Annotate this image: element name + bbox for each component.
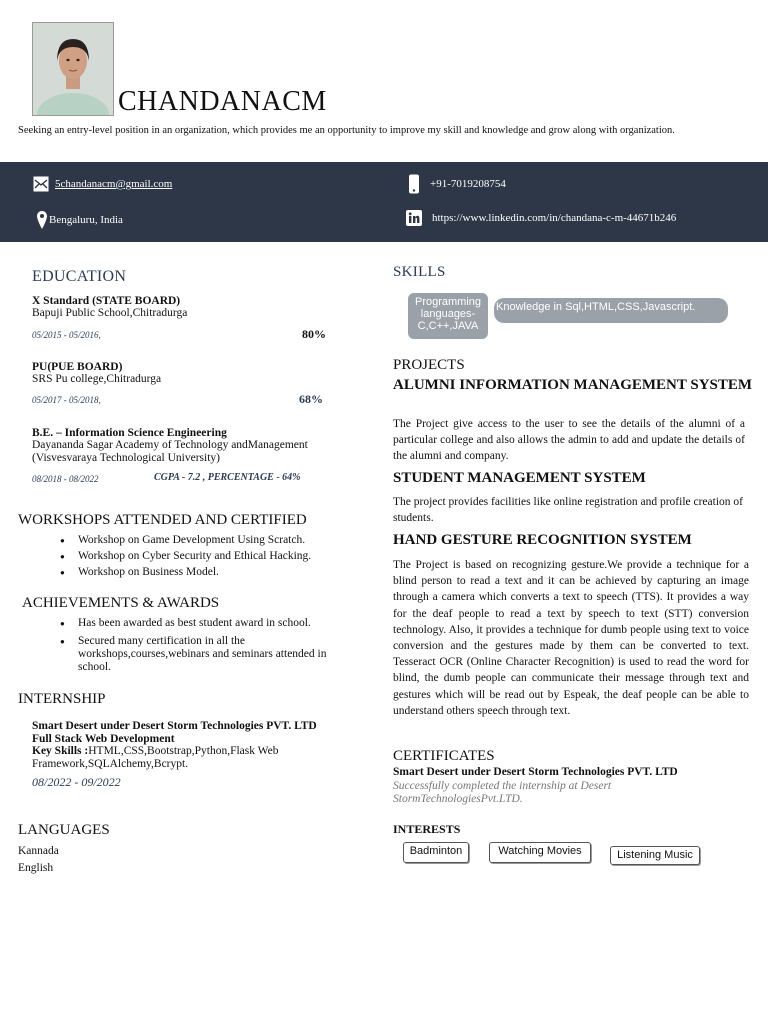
project-title: STUDENT MANAGEMENT SYSTEM (393, 470, 646, 486)
skills-heading: SKILLS (393, 264, 446, 280)
internship-block (32, 720, 332, 790)
workshops-list (50, 534, 360, 582)
candidate-name: CHANDANACM (118, 86, 327, 117)
email-link[interactable]: 5chandanacm@gmail.com (55, 178, 173, 190)
certificate-company: Smart Desert under Desert Storm Technologies PVT. LTD (393, 766, 678, 778)
internship-dates: 08/2022 - 09/2022 (32, 775, 121, 789)
location-row (37, 211, 123, 229)
education-university: (Visvesvaraya Technological University) (32, 452, 220, 464)
skill-badge: Programming languages- C,C++,JAVA (408, 293, 488, 339)
linkedin-row (406, 210, 676, 226)
internship-heading: INTERNSHIP (18, 691, 106, 707)
education-degree: PU(PUE BOARD) (32, 361, 123, 373)
internship-role: Full Stack Web Development (32, 733, 175, 745)
certificates-heading: CERTIFICATES (393, 748, 495, 764)
phone-number: +91-7019208754 (430, 178, 506, 190)
mobile-phone-icon (408, 174, 420, 194)
education-dates: 05/2017 - 05/2018, (32, 395, 101, 405)
achievements-heading: ACHIEVEMENTS & AWARDS (22, 595, 220, 611)
interests-heading: INTERESTS (393, 822, 461, 836)
education-school: Dayananda Sagar Academy of Technology andManagement (32, 439, 308, 451)
interest-badge: Listening Music (610, 846, 700, 865)
education-item (32, 361, 332, 386)
languages-heading: LANGUAGES (18, 822, 110, 838)
interest-badge: Watching Movies (489, 842, 591, 863)
education-score: CGPA - 7.2 , PERCENTAGE - 64% (154, 472, 301, 483)
skill-badge: Knowledge in Sql,HTML,CSS,Javascript. (494, 298, 728, 323)
email-row (33, 176, 172, 192)
location-text: Bengaluru, India (49, 214, 123, 226)
project-title: ALUMNI INFORMATION MANAGEMENT SYSTEM (393, 377, 753, 393)
list-item: ● Has been awarded as best student award in school. (50, 617, 360, 630)
interest-badge: Badminton (403, 842, 469, 863)
education-dates: 08/2018 - 08/2022 (32, 474, 99, 484)
education-dates: 05/2015 - 05/2016, (32, 330, 101, 340)
linkedin-link[interactable]: https://www.linkedin.com/in/chandana-c-m-44671b246 (432, 212, 677, 224)
mail-icon (33, 176, 49, 192)
education-item (32, 427, 362, 465)
education-school: Bapuji Public School,Chitradurga (32, 307, 188, 319)
list-item: English (18, 862, 54, 874)
list-item: ● Secured many certification in all the workshops,courses,webinars and seminars attended in school. (50, 635, 360, 674)
workshops-heading: WORKSHOPS ATTENDED AND CERTIFIED (18, 512, 307, 528)
phone-row (408, 174, 506, 194)
project-description: The Project give access to the user to see the details of the alumni of a particular college and also allows the admin to add and update the details of the alumni and company. (393, 418, 745, 462)
list-item: ● Workshop on Game Development Using Scratch. (50, 534, 360, 547)
profile-photo (32, 22, 114, 116)
achievements-list (50, 617, 360, 677)
project-description: The Project is based on recognizing gesture.We provide a technique for a blind person to read a text and it can be achieved by capturing an image through a camera which converts a text to speech (TTS). It provides a way for the deaf people to read a text by speech to text (STT) conversion technology. Also, it provides a technique for dumb people using text to voice conversion and the gestures made by them can be converted to text. Tesseract OCR (Online Character Recognition) is used to read the word for blind, the dumb people can communicate their message through text and gestures which will be read out by Espeak, the deaf people can be able to understand others speech through text. (393, 559, 749, 717)
education-degree: X Standard (STATE BOARD) (32, 295, 181, 307)
education-score: 68% (299, 392, 323, 406)
contact-band (0, 162, 768, 242)
internship-skills (32, 745, 332, 771)
education-degree: B.E. – Information Science Engineering (32, 427, 227, 439)
location-pin-icon (37, 211, 47, 229)
linkedin-icon (406, 210, 422, 226)
internship-skills-value: HTML,CSS,Bootstrap,Python,Flask Web Framework,SQLAlchemy,Bcrypt. (32, 745, 279, 770)
person-photo-icon (33, 23, 113, 115)
internship-skills-label: Key Skills : (32, 745, 89, 757)
certificate-description: Successfully completed the internship at Desert StormTechnologiesPvt.LTD. (393, 780, 612, 805)
education-school: SRS Pu college,Chitradurga (32, 373, 162, 385)
objective-text: Seeking an entry-level position in an organization, which provides me an opportunity to improve my skill and knowledge and grow along with organization. (18, 125, 675, 136)
education-item (32, 295, 332, 320)
education-heading: EDUCATION (32, 268, 127, 285)
education-score: 80% (302, 327, 326, 341)
project-title: HAND GESTURE RECOGNITION SYSTEM (393, 532, 692, 548)
list-item: ● Workshop on Cyber Security and Ethical Hacking. (50, 550, 360, 563)
languages-list (18, 843, 59, 877)
projects-heading: PROJECTS (393, 357, 465, 373)
internship-company: Smart Desert under Desert Storm Technologies PVT. LTD (32, 720, 317, 732)
list-item: Kannada (18, 845, 59, 857)
project-description: The project provides facilities like online registration and profile creation of students. (393, 496, 743, 524)
list-item: ● Workshop on Business Model. (50, 566, 360, 579)
